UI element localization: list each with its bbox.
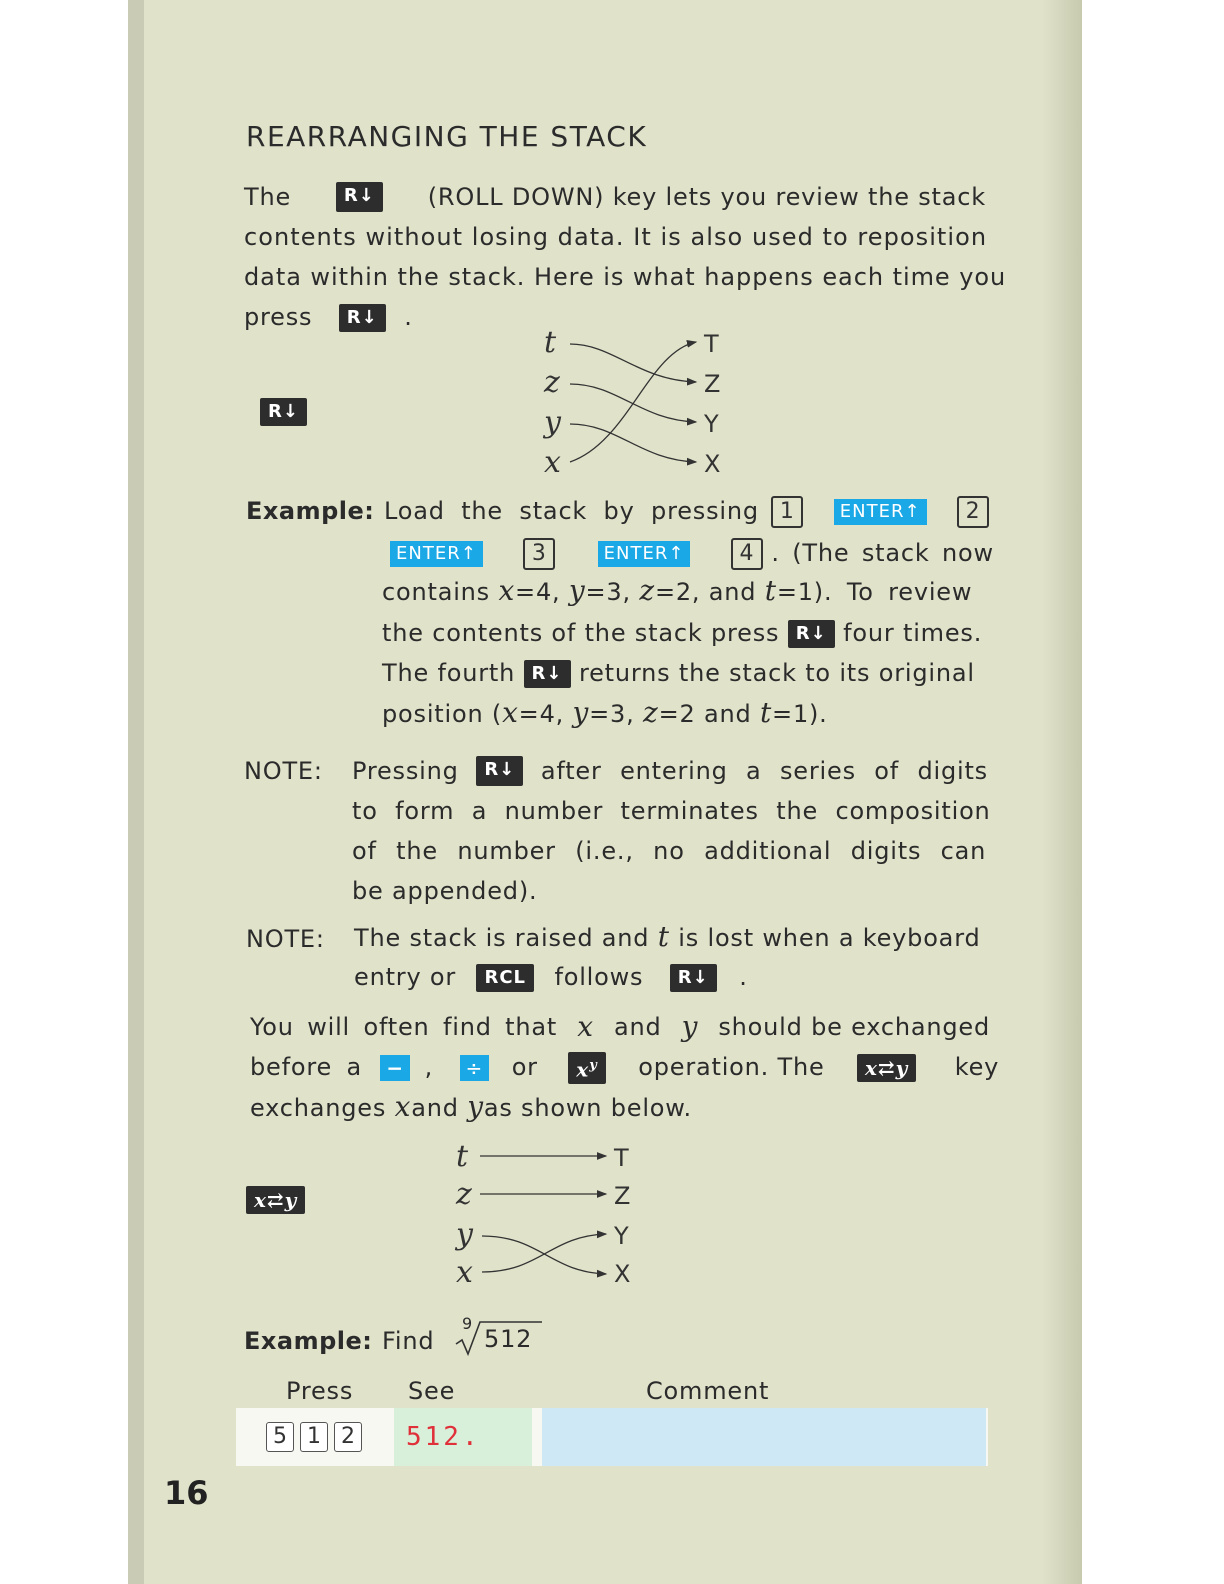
- arrow-x-to-y: [482, 1234, 606, 1272]
- label-T: T: [704, 330, 719, 358]
- var-t: t: [759, 696, 773, 729]
- label-y: y: [456, 1217, 473, 1252]
- page-fold-shadow: [1042, 0, 1082, 1584]
- example-text: the contents of the stack press: [382, 619, 780, 647]
- var-z: z: [639, 574, 655, 607]
- para-text: ,: [424, 1053, 434, 1081]
- label-X: X: [614, 1260, 631, 1288]
- digit-key-2: 2: [957, 496, 989, 528]
- intro-line-2: [244, 222, 986, 252]
- digit-key-2: 2: [334, 1422, 362, 1452]
- note-label: NOTE:: [246, 925, 325, 953]
- example-text: =1). To review: [776, 578, 973, 606]
- intro-line-4: [244, 302, 413, 332]
- note1-line-4: be appended).: [352, 877, 538, 905]
- minus-key: −: [380, 1055, 410, 1081]
- digit-key-1: 1: [300, 1422, 328, 1452]
- column-header-comment: Comment: [646, 1377, 770, 1405]
- x-power-y-key: [568, 1052, 606, 1084]
- note-text: is lost when a keyboard: [678, 924, 981, 952]
- label-t: t: [544, 325, 557, 360]
- note2-line-2: [354, 962, 748, 992]
- var-x: x: [502, 696, 519, 729]
- divide-key: ÷: [460, 1055, 490, 1081]
- rolldown-key: R↓: [260, 398, 307, 426]
- example-text: =2 and: [658, 700, 752, 728]
- root-index: 9: [462, 1314, 473, 1333]
- label-Z: Z: [704, 370, 721, 398]
- example-text: position (: [382, 700, 503, 728]
- para-text: should be exchanged: [718, 1013, 990, 1041]
- label-Z: Z: [614, 1182, 631, 1210]
- note-text: The stack is raised and: [354, 924, 650, 952]
- label-z: z: [456, 1177, 472, 1212]
- page-number: 16: [164, 1474, 209, 1512]
- example-text: . (The stack now: [771, 539, 994, 567]
- page-edge: [128, 0, 144, 1584]
- label-x: x: [456, 1255, 473, 1290]
- note-text: follows: [554, 963, 644, 991]
- var-z: z: [643, 696, 659, 729]
- manual-page: [128, 0, 1082, 1584]
- column-header-see: See: [408, 1377, 456, 1405]
- enter-key: ENTER↑: [834, 499, 927, 525]
- rolldown-key: R↓: [476, 756, 523, 786]
- example1-line-5: [382, 658, 975, 688]
- swap-key: x⇄y: [857, 1054, 916, 1082]
- digit-key-5: 5: [266, 1422, 294, 1452]
- para-text: and: [613, 1013, 662, 1041]
- label-X: X: [704, 450, 721, 478]
- note-text: Pressing: [352, 757, 459, 785]
- rcl-key: RCL: [476, 964, 534, 992]
- enter-key: ENTER↑: [598, 541, 691, 567]
- intro-line-3: data within the stack. Here is what happens each time you: [244, 263, 1007, 291]
- label-y: y: [544, 405, 561, 440]
- swap-diagram-key-wrap: [246, 1186, 305, 1214]
- var-t: t: [764, 574, 777, 607]
- example-text: =3,: [589, 700, 635, 728]
- para-text: and: [411, 1094, 459, 1122]
- enter-key: ENTER↑: [390, 541, 483, 567]
- rolldown-diagram-key-wrap: [260, 398, 307, 426]
- var-x: x: [394, 1090, 412, 1123]
- var-x: x: [577, 1010, 594, 1043]
- example1-line-2: [390, 538, 994, 570]
- example1-line-3: [382, 576, 972, 607]
- para2-line-3: [250, 1092, 692, 1123]
- para-text: exchanges: [250, 1094, 387, 1122]
- note1-line-1: [352, 756, 988, 786]
- example-text: =1).: [772, 700, 828, 728]
- example-text: Load the stack by pressing: [384, 497, 759, 525]
- rolldown-key: R↓: [339, 304, 386, 332]
- intro-text: press: [244, 303, 313, 331]
- rolldown-key: R↓: [670, 964, 717, 992]
- arrow-t-to-z: [570, 344, 696, 382]
- para-text: You will often find that: [250, 1013, 558, 1041]
- example-text: =4,: [515, 578, 561, 606]
- example-label: Example:: [246, 497, 375, 525]
- ninth-root-expression: [454, 1314, 544, 1358]
- note1-line-2: to form a number terminates the composition: [352, 797, 991, 825]
- example-text: The fourth: [382, 659, 516, 687]
- intro-line-1: [244, 182, 986, 212]
- section-title: REARRANGING THE STACK: [246, 120, 648, 153]
- press-cell: [238, 1408, 390, 1466]
- radicand: 512: [484, 1325, 533, 1353]
- rolldown-diagram: [528, 322, 728, 482]
- rolldown-key: R↓: [788, 620, 835, 648]
- example1-line-1: [384, 496, 989, 528]
- para-text: before a: [250, 1053, 362, 1081]
- example-text: contains: [382, 578, 490, 606]
- intro-text: The: [244, 183, 292, 211]
- example-text: returns the stack to its original: [578, 659, 975, 687]
- intro-text: (ROLL DOWN) key lets you review the stack: [427, 183, 986, 211]
- para-text: key: [954, 1053, 1000, 1081]
- label-Y: Y: [614, 1222, 629, 1250]
- arrow-y-to-x: [482, 1236, 606, 1274]
- para2-line-2: [250, 1052, 1000, 1084]
- swap-key: x⇄y: [246, 1186, 305, 1214]
- para-text: operation. The: [638, 1053, 825, 1081]
- swap-diagram: [440, 1136, 640, 1296]
- example2-find: Find: [382, 1327, 435, 1355]
- digit-key-4: 4: [731, 538, 763, 570]
- comment-cell: [542, 1408, 986, 1466]
- example-text: =4,: [518, 700, 565, 728]
- x-power-y-base: x: [576, 1057, 590, 1082]
- see-cell: [394, 1408, 532, 1466]
- note2-line-1: [354, 922, 980, 953]
- label-t: t: [456, 1139, 469, 1174]
- x-power-y-exp: y: [589, 1058, 598, 1074]
- note-text: .: [739, 963, 748, 991]
- para2-line-1: [250, 1012, 990, 1042]
- label-T: T: [614, 1144, 629, 1172]
- intro-text: .: [404, 303, 413, 331]
- rolldown-key: R↓: [336, 182, 383, 212]
- example-text: four times.: [843, 619, 983, 647]
- digit-key-1: 1: [771, 496, 803, 528]
- column-header-press: Press: [286, 1377, 354, 1405]
- example-text: =2, and: [654, 578, 757, 606]
- var-y: y: [467, 1090, 484, 1123]
- example-label: Example:: [244, 1327, 373, 1355]
- intro-text: contents without losing data. It is also used to reposition: [244, 223, 988, 251]
- rolldown-key: R↓: [524, 660, 571, 688]
- var-y: y: [681, 1010, 699, 1043]
- para-text: or: [511, 1053, 538, 1081]
- label-x: x: [544, 445, 561, 480]
- arrow-y-to-x: [570, 424, 696, 462]
- var-t: t: [657, 920, 670, 953]
- example-text: =3,: [585, 578, 631, 606]
- example1-line-6: [382, 698, 828, 729]
- label-z: z: [544, 365, 560, 400]
- var-y: y: [572, 696, 590, 729]
- label-Y: Y: [704, 410, 719, 438]
- display-value: 512.: [406, 1422, 481, 1452]
- note-text: entry or: [354, 963, 457, 991]
- note-label: NOTE:: [244, 757, 323, 785]
- para-text: as shown below.: [483, 1094, 692, 1122]
- digit-key-3: 3: [523, 538, 555, 570]
- note-text: after entering a series of digits: [540, 757, 988, 785]
- var-x: x: [498, 574, 516, 607]
- example1-line-4: [382, 618, 982, 648]
- var-y: y: [568, 574, 586, 607]
- note1-line-3: of the number (i.e., no additional digits can: [352, 837, 987, 865]
